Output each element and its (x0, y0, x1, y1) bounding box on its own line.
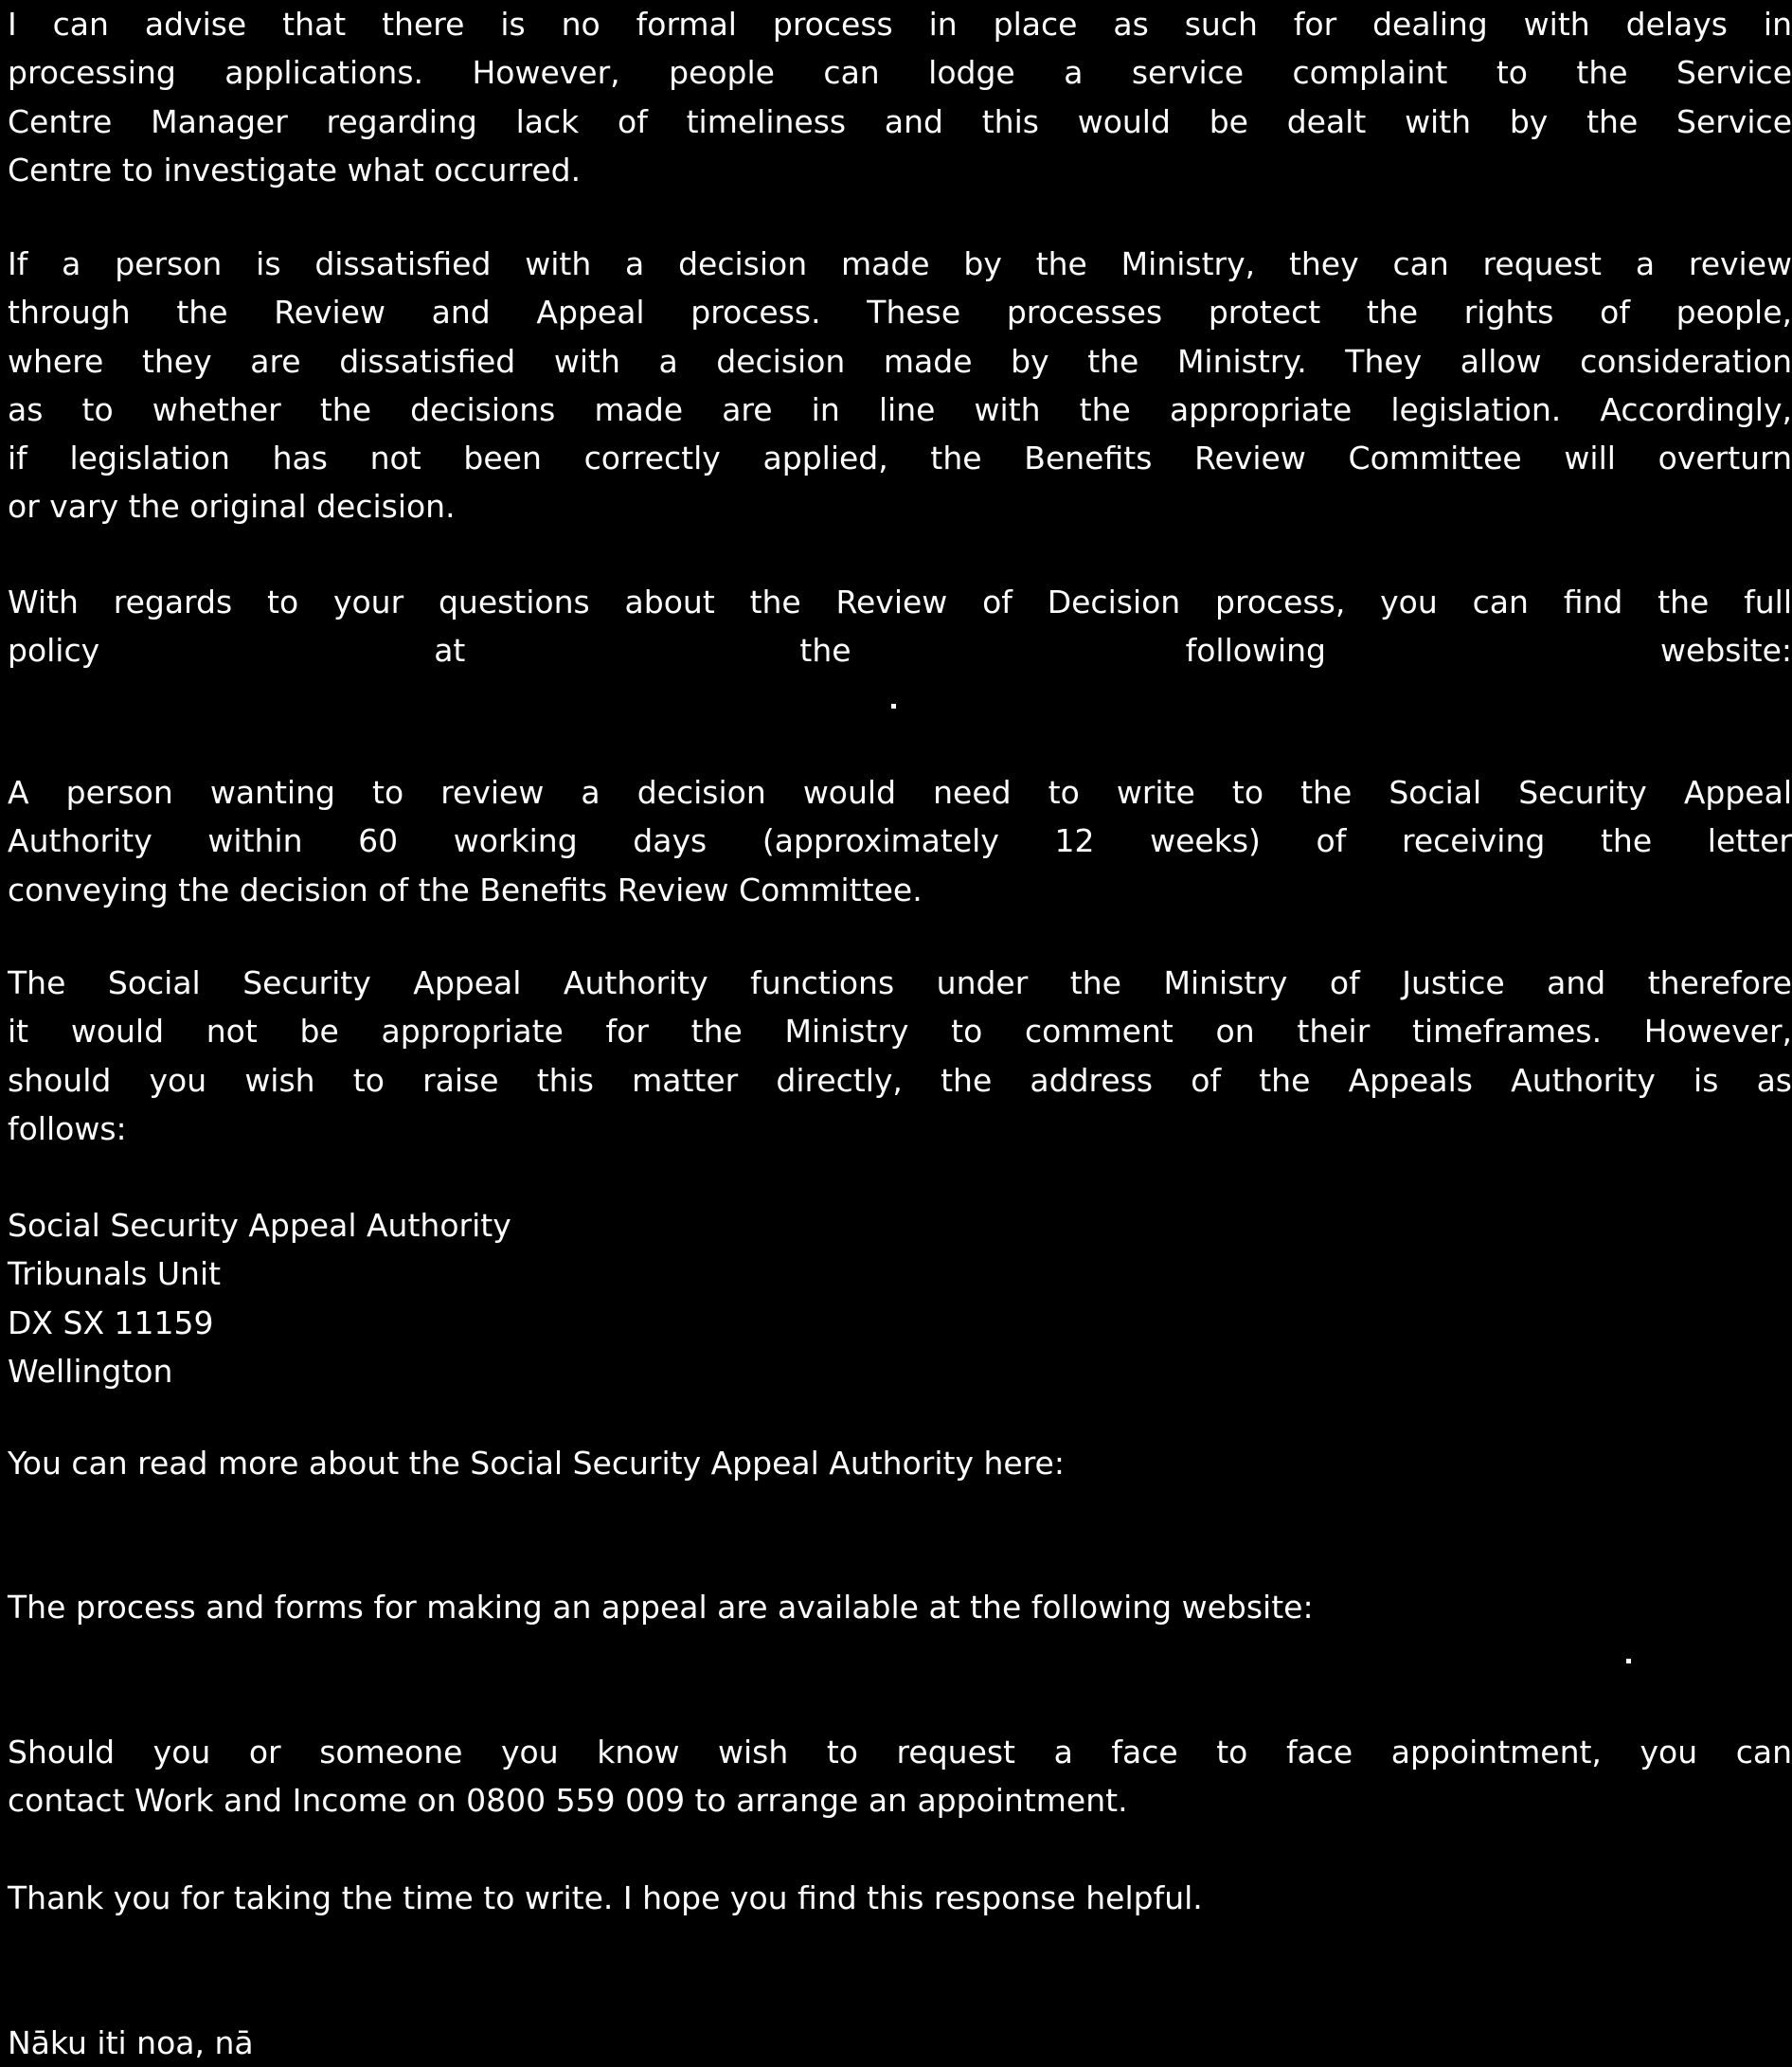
text-line: The Social Security Appeal Authority functions under the Ministry of Justice and therefore (8, 964, 1792, 1001)
text-line: Thank you for taking the time to write. I hope you find this response helpful. (8, 1879, 1203, 1916)
text-line: Centre Manager regarding lack of timeliness and this would be dealt with by the Service (8, 102, 1792, 140)
text-line: Centre to investigate what occurred. (8, 151, 582, 189)
text-line: Social Security Appeal Authority (8, 1207, 511, 1244)
text-line: processing applications. However, people can lodge a service complaint to the Service (8, 54, 1792, 92)
paragraph (8, 1583, 1792, 1631)
redacted-url-period (891, 704, 896, 709)
text-line: I can advise that there is no formal process in place as such for dealing with delays in (8, 6, 1792, 43)
text-line: conveying the decision of the Benefits Review Committee. (8, 871, 923, 908)
paragraph (8, 1728, 1792, 1825)
paragraph (8, 1201, 1792, 1395)
text-line: follows: (8, 1109, 127, 1147)
text-line: If a person is dissatisfied with a decision made by the Ministry, they can request a review (8, 245, 1792, 282)
text-line: where they are dissatisfied with a decision made by the Ministry. They allow consideration (8, 342, 1792, 380)
text-line: it would not be appropriate for the Ministry to comment on their timeframes. However, (8, 1013, 1792, 1051)
text-line: policy at the following website: (8, 632, 1792, 670)
text-line: With regards to your questions about the Review of Decision process, you can find the full (8, 584, 1792, 620)
redacted-url-period (1626, 1659, 1631, 1663)
paragraph (8, 2019, 1792, 2067)
text-line: DX SX 11159 (8, 1303, 214, 1341)
text-line: as to whether the decisions made are in line with the appropriate legislation. Accordingly, (8, 390, 1792, 428)
paragraph (8, 0, 1792, 194)
paragraph (8, 578, 1792, 675)
paragraph (8, 959, 1792, 1153)
paragraph (8, 1439, 1792, 1487)
text-line: contact Work and Income on 0800 559 009 to arrange an appointment. (8, 1782, 1128, 1820)
text-line: Authority within 60 working days (approximately 12 weeks) of receiving the letter (8, 822, 1792, 860)
text-line: Wellington (8, 1352, 173, 1390)
text-line: Should you or someone you know wish to request a face to face appointment, you can (8, 1734, 1792, 1770)
text-line: Nāku iti noa, nā (8, 2024, 254, 2061)
text-line: or vary the original decision. (8, 488, 456, 526)
paragraph (8, 240, 1792, 531)
text-line: The process and forms for making an appeal are available at the following website: (8, 1589, 1314, 1626)
text-line: should you wish to raise this matter directly, the address of the Appeals Authority is as (8, 1061, 1792, 1099)
text-line: A person wanting to review a decision would need to write to the Social Security Appeal (8, 774, 1792, 811)
text-line: Tribunals Unit (8, 1255, 222, 1293)
text-line: through the Review and Appeal process. These processes protect the rights of people, (8, 294, 1792, 332)
paragraph (8, 1874, 1792, 1922)
text-line: You can read more about the Social Security Appeal Authority here: (8, 1445, 1065, 1482)
paragraph (8, 768, 1792, 914)
text-line: if legislation has not been correctly applied, the Benefits Review Committee will overturn (8, 440, 1792, 477)
